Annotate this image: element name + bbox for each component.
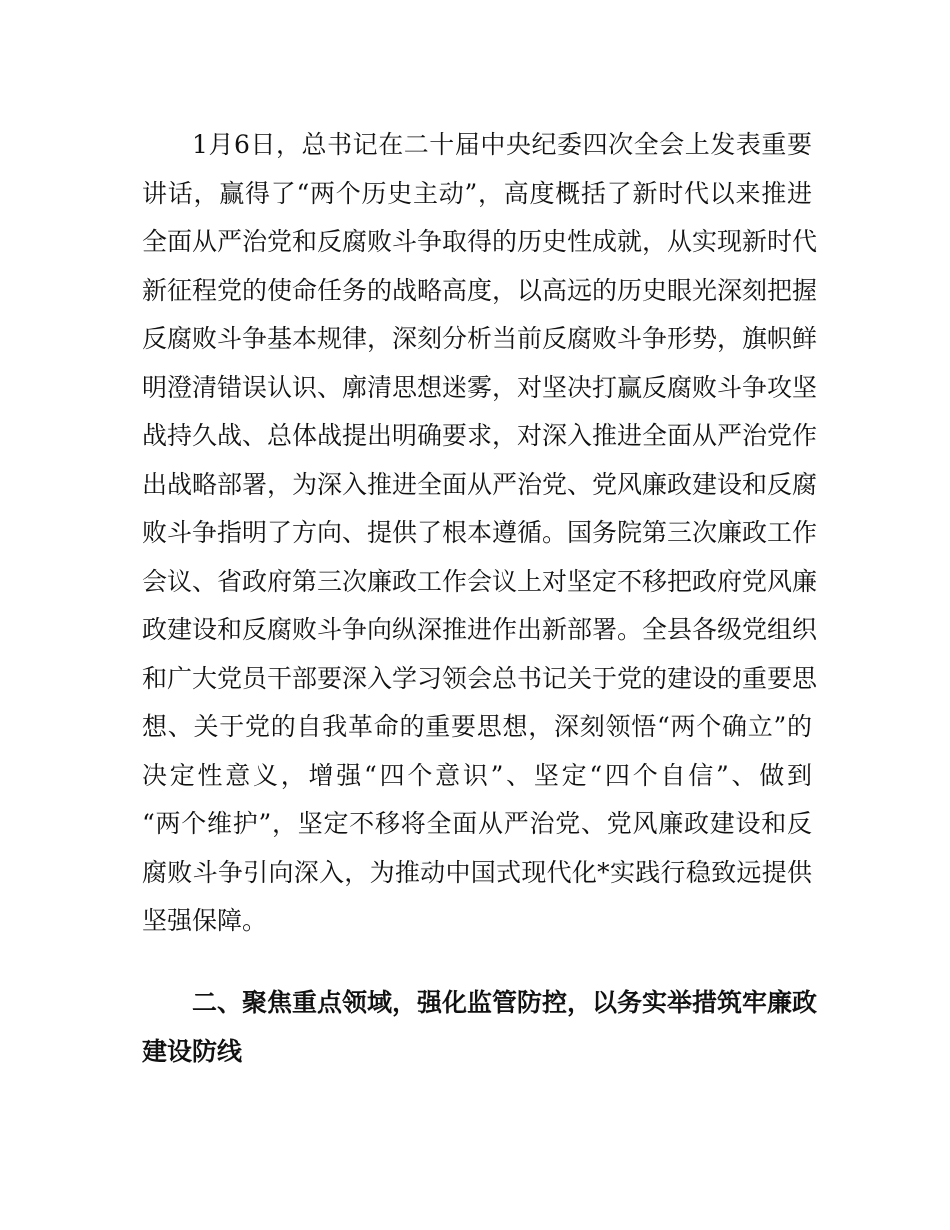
paragraph-line: 决定性意义，增强“四个意识”、坚定“四个自信”、做到 (142, 760, 813, 790)
paragraph-line: 会议、省政府第三次廉政工作会议上对坚定不移把政府党风廉 (142, 566, 818, 596)
section-heading-line: 二、聚焦重点领域，强化监管防控，以务实举措筑牢廉政 (192, 988, 818, 1017)
paragraph-line: 1月6日，总书记在二十届中央纪委四次全会上发表重要 (192, 130, 812, 159)
body-paragraph (142, 121, 818, 946)
paragraph-line: 讲话，赢得了“两个历史主动”，高度概括了新时代以来推进 (142, 178, 812, 208)
paragraph-line: 新征程党的使命任务的战略高度，以高远的历史眼光深刻把握 (142, 275, 818, 305)
paragraph-line: 腐败斗争引向深入，为推动中国式现代化*实践行稳致远提供 (142, 857, 812, 887)
paragraph-line: 明澄清错误认识、廓清思想迷雾，对坚决打赢反腐败斗争攻坚 (142, 372, 818, 402)
paragraph-line: 全面从严治党和反腐败斗争取得的历史性成就，从实现新时代 (142, 227, 818, 256)
paragraph-line: 坚强保障。 (142, 906, 268, 935)
paragraph-line: 和广大党员干部要深入学习领会总书记关于党的建设的重要思 (142, 663, 818, 693)
paragraph-line: “两个维护”，坚定不移将全面从严治党、党风廉政建设和反 (142, 809, 812, 838)
paragraph-line: 战持久战、总体战提出明确要求，对深入推进全面从严治党作 (142, 421, 818, 450)
paragraph-line: 败斗争指明了方向、提供了根本遵循。国务院第三次廉政工作 (142, 518, 818, 547)
paragraph-line: 想、关于党的自我革命的重要思想，深刻领悟“两个确立”的 (142, 712, 812, 741)
section-heading-line: 建设防线 (142, 1036, 243, 1066)
section-heading (142, 978, 818, 1075)
paragraph-line: 反腐败斗争基本规律，深刻分析当前反腐败斗争形势，旗帜鲜 (142, 324, 818, 353)
paragraph-line: 政建设和反腐败斗争向纵深推进作出新部署。全县各级党组织 (142, 615, 818, 644)
paragraph-line: 出战略部署，为深入推进全面从严治党、党风廉政建设和反腐 (142, 469, 818, 499)
